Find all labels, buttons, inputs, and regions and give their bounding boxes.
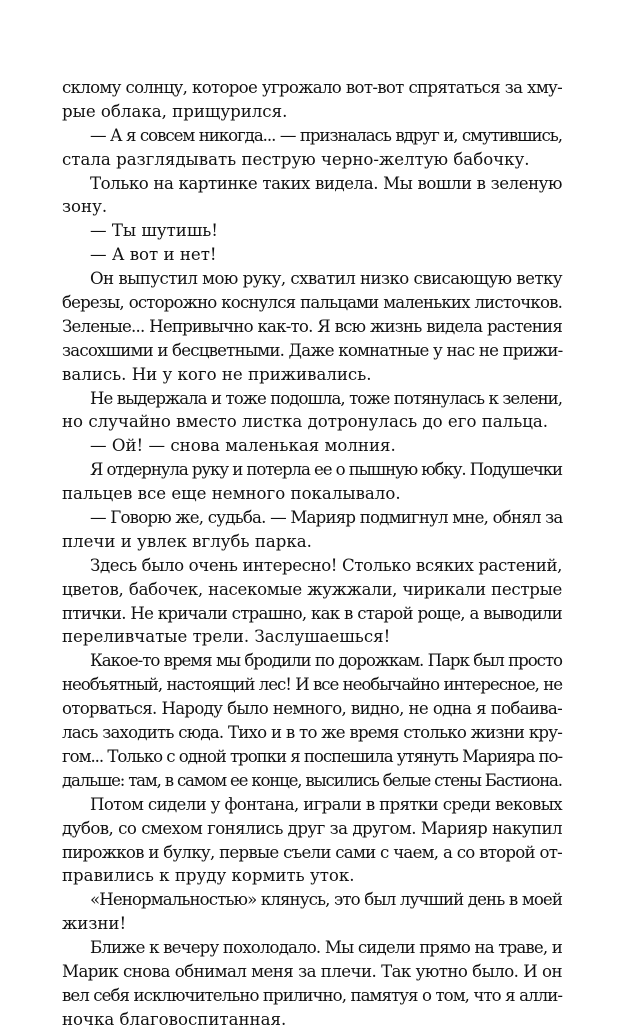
text-line: необъятный, настоящий лес! И все необычайно интересное, не [62,675,562,695]
text-line: вались. Ни у кого не приживались. [62,364,372,384]
text-line: дубов, со смехом гонялись друг за другом. Марияр накупил [62,818,562,838]
text-line: «Ненормальностью» клянусь, это был лучший день в моей [90,890,562,910]
text-line: рые облака, прищурился. [62,101,288,121]
text-line: — Ты шутишь! [90,221,218,241]
text-line: зону. [62,197,108,217]
text-line: березы, осторожно коснулся пальцами маленьких листочков. [62,293,562,313]
text-line: оторваться. Народу было немного, видно, не одна я побаива- [62,699,562,719]
text-line: пирожков и булку, первые съели сами с чаем, а со второй от- [62,842,562,862]
text-line: Потом сидели у фонтана, играли в прятки среди вековых [90,794,562,814]
book-page-text [62,76,562,1032]
text-line: вел себя исключительно прилично, памятуя о том, что я алли- [62,985,562,1005]
text-line: Я отдернула руку и потерла ее о пышную юбку. Подушечки [90,460,562,480]
text-line: Ближе к вечеру похолодало. Мы сидели прямо на траве, и [90,938,562,958]
text-line: гом... Только с одной тропки я поспешила утянуть Марияра по- [62,746,563,766]
text-line: Только на картинке таких видела. Мы вошли в зеленую [90,173,562,193]
text-line: стала разглядывать пеструю черно-желтую бабочку. [62,149,530,169]
text-line: цветов, бабочек, насекомые жужжали, чирикали пестрые [62,579,562,599]
text-line: дальше: там, в самом ее конце, высились белые стены Бастиона. [62,770,562,790]
text-line: Он выпустил мою руку, схватил низко свисающую ветку [90,269,562,289]
text-line: Марик снова обнимал меня за плечи. Так уютно было. И он [62,961,562,981]
text-line: засохшими и бесцветными. Даже комнатные у нас не прижи- [62,340,563,360]
text-line: ночка благовоспитанная. [62,1009,287,1029]
text-line: — Говорю же, судьба. — Марияр подмигнул мне, обнял за [90,508,563,528]
text-line: Не выдержала и тоже подошла, тоже потянулась к зелени, [90,388,562,408]
text-line: но случайно вместо листка дотронулась до его пальца. [62,412,549,432]
text-line: Какое-то время мы бродили по дорожкам. Парк был просто [90,651,562,671]
text-line: — А я совсем никогда... — призналась вдруг и, смутившись, [90,125,562,145]
text-line: жизни! [62,914,127,934]
text-line: правились к пруду кормить уток. [62,866,355,886]
text-line: склому солнцу, которое угрожало вот-вот спрятаться за хму- [62,78,562,97]
text-line: птички. Не кричали страшно, как в старой роще, а выводили [62,603,562,623]
text-line: — А вот и нет! [90,245,217,265]
text-line: переливчатые трели. Заслушаешься! [62,627,391,647]
text-line: плечи и увлек вглубь парка. [62,531,312,551]
text-line: лась заходить сюда. Тихо и в то же время столько жизни кру- [62,723,562,743]
text-line: — Ой! — снова маленькая молния. [90,436,396,456]
text-line: пальцев все еще немного покалывало. [62,484,401,504]
text-line: Здесь было очень интересно! Столько всяких растений, [90,555,562,575]
text-line: Зеленые... Непривычно как-то. Я всю жизнь видела растения [62,316,562,336]
